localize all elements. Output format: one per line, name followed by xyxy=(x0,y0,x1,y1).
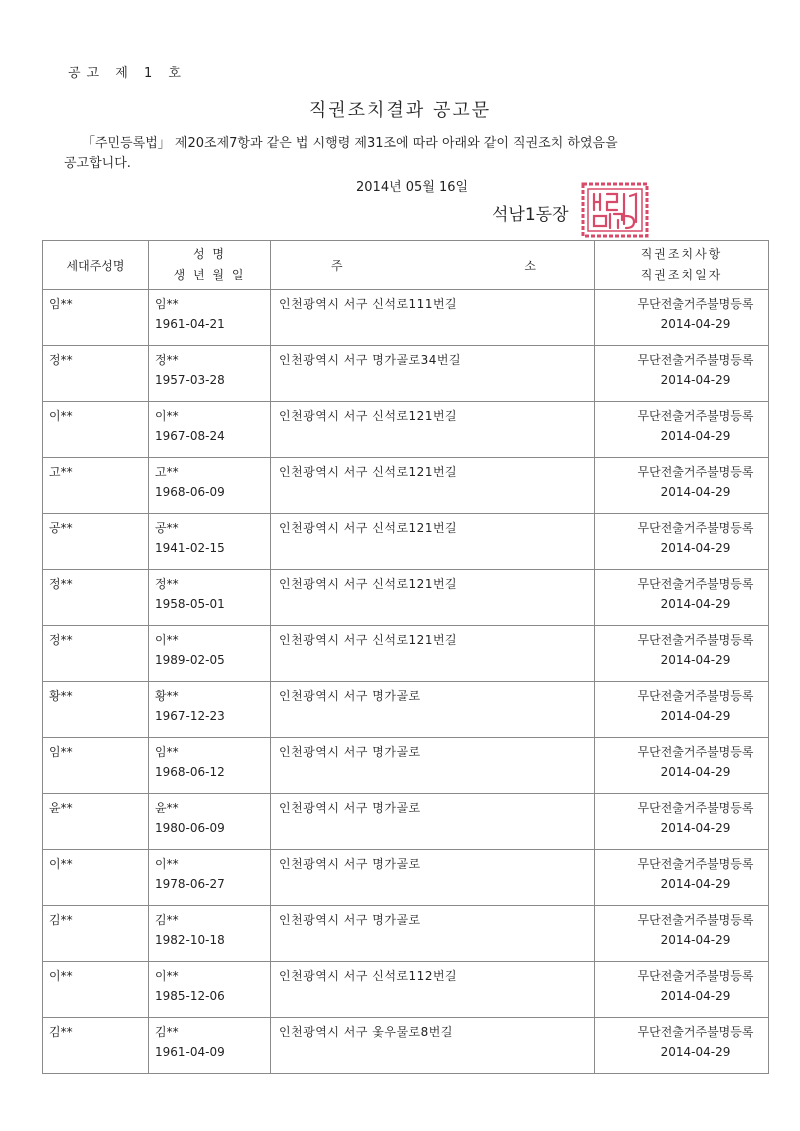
action-type: 무단전출거주불명등록 xyxy=(637,353,754,367)
birth-date: 1989-02-05 xyxy=(155,653,225,667)
householder-name: 임** xyxy=(49,297,73,311)
address: 인천광역시 서구 신석로111번길 xyxy=(279,297,458,311)
action-date: 2014-04-29 xyxy=(660,485,731,499)
intro-line-2: 공고합니다. xyxy=(64,156,131,171)
person-name: 황** xyxy=(155,689,179,703)
col-birth: 생 년 월 일 xyxy=(173,268,246,282)
page-title: 직권조치결과 공고문 xyxy=(308,100,492,121)
intro-line-1: 「주민등록법」 제20조제7항과 같은 법 시행령 제31조에 따라 아래와 같이 직권조치 하였음을 xyxy=(82,136,618,151)
action-date: 2014-04-29 xyxy=(660,373,731,387)
birth-date: 1967-08-24 xyxy=(155,429,225,443)
action-date: 2014-04-29 xyxy=(660,877,731,891)
action-date: 2014-04-29 xyxy=(660,933,731,947)
table-row xyxy=(43,850,769,906)
table-row xyxy=(43,402,769,458)
official-seal-icon xyxy=(577,180,653,240)
col-name: 성 명 xyxy=(193,247,226,261)
householder-name: 이** xyxy=(49,969,73,983)
birth-date: 1961-04-21 xyxy=(155,317,225,331)
person-name: 이** xyxy=(155,633,179,647)
householder-name: 정** xyxy=(49,633,73,647)
address: 인천광역시 서구 명가골로 xyxy=(279,801,421,815)
address: 인천광역시 서구 명가골로34번길 xyxy=(279,353,462,367)
col-name-birth xyxy=(149,241,271,290)
householder-name: 공** xyxy=(49,521,73,535)
householder-name: 김** xyxy=(49,913,73,927)
action-type: 무단전출거주불명등록 xyxy=(637,465,754,479)
table-row xyxy=(43,1018,769,1074)
action-date: 2014-04-29 xyxy=(660,1045,731,1059)
table-row xyxy=(43,346,769,402)
householder-name: 황** xyxy=(49,689,73,703)
address: 인천광역시 서구 명가골로 xyxy=(279,913,421,927)
address: 인천광역시 서구 신석로121번길 xyxy=(279,577,458,591)
householder-name: 고** xyxy=(49,465,73,479)
person-name: 김** xyxy=(155,1025,179,1039)
action-date: 2014-04-29 xyxy=(660,653,731,667)
person-name: 이** xyxy=(155,969,179,983)
address: 인천광역시 서구 명가골로 xyxy=(279,745,421,759)
address: 인천광역시 서구 명가골로 xyxy=(279,857,421,871)
householder-name: 이** xyxy=(49,857,73,871)
person-name: 윤** xyxy=(155,801,179,815)
person-name: 정** xyxy=(155,353,179,367)
person-name: 이** xyxy=(155,857,179,871)
table-row xyxy=(43,738,769,794)
address: 인천광역시 서구 신석로112번길 xyxy=(279,969,458,983)
person-name: 임** xyxy=(155,745,179,759)
action-date: 2014-04-29 xyxy=(660,821,731,835)
table-row xyxy=(43,514,769,570)
action-date: 2014-04-29 xyxy=(660,765,731,779)
col-householder: 세대주성명 xyxy=(43,241,149,290)
col-address-right: 소 xyxy=(524,258,536,273)
person-name: 공** xyxy=(155,521,179,535)
birth-date: 1941-02-15 xyxy=(155,541,225,555)
householder-name: 윤** xyxy=(49,801,73,815)
action-type: 무단전출거주불명등록 xyxy=(637,521,754,535)
action-table xyxy=(42,240,769,1074)
action-type: 무단전출거주불명등록 xyxy=(637,857,754,871)
birth-date: 1958-05-01 xyxy=(155,597,225,611)
birth-date: 1982-10-18 xyxy=(155,933,225,947)
action-type: 무단전출거주불명등록 xyxy=(637,577,754,591)
person-name: 고** xyxy=(155,465,179,479)
birth-date: 1968-06-12 xyxy=(155,765,225,779)
action-date: 2014-04-29 xyxy=(660,989,731,1003)
action-type: 무단전출거주불명등록 xyxy=(637,689,754,703)
col-address xyxy=(271,241,595,290)
table-row xyxy=(43,962,769,1018)
action-type: 무단전출거주불명등록 xyxy=(637,745,754,759)
address: 인천광역시 서구 신석로121번길 xyxy=(279,521,458,535)
address: 인천광역시 서구 신석로121번길 xyxy=(279,633,458,647)
table-row xyxy=(43,794,769,850)
birth-date: 1967-12-23 xyxy=(155,709,225,723)
notice-date: 2014년 05월 16일 xyxy=(356,180,469,195)
householder-name: 임** xyxy=(49,745,73,759)
col-action xyxy=(595,241,769,290)
person-name: 이** xyxy=(155,409,179,423)
notice-number: 공고 제 1 호 xyxy=(68,66,187,81)
action-type: 무단전출거주불명등록 xyxy=(637,297,754,311)
action-type: 무단전출거주불명등록 xyxy=(637,1025,754,1039)
table-row xyxy=(43,682,769,738)
action-date: 2014-04-29 xyxy=(660,429,731,443)
table-row xyxy=(43,458,769,514)
office-name: 석남1동장 xyxy=(492,205,569,225)
address: 인천광역시 서구 신석로121번길 xyxy=(279,409,458,423)
action-type: 무단전출거주불명등록 xyxy=(637,633,754,647)
col-action-type: 직권조치사항 xyxy=(640,247,723,261)
action-date: 2014-04-29 xyxy=(660,317,731,331)
col-action-date: 직권조치일자 xyxy=(640,268,723,282)
action-date: 2014-04-29 xyxy=(660,709,731,723)
birth-date: 1968-06-09 xyxy=(155,485,225,499)
table-row xyxy=(43,290,769,346)
householder-name: 김** xyxy=(49,1025,73,1039)
table-row xyxy=(43,570,769,626)
householder-name: 이** xyxy=(49,409,73,423)
person-name: 정** xyxy=(155,577,179,591)
intro-paragraph xyxy=(64,134,744,174)
action-type: 무단전출거주불명등록 xyxy=(637,913,754,927)
action-type: 무단전출거주불명등록 xyxy=(637,969,754,983)
person-name: 김** xyxy=(155,913,179,927)
birth-date: 1985-12-06 xyxy=(155,989,225,1003)
col-address-left: 주 xyxy=(331,258,343,273)
birth-date: 1957-03-28 xyxy=(155,373,225,387)
birth-date: 1980-06-09 xyxy=(155,821,225,835)
householder-name: 정** xyxy=(49,577,73,591)
action-date: 2014-04-29 xyxy=(660,597,731,611)
table-row xyxy=(43,626,769,682)
action-type: 무단전출거주불명등록 xyxy=(637,409,754,423)
action-date: 2014-04-29 xyxy=(660,541,731,555)
birth-date: 1961-04-09 xyxy=(155,1045,225,1059)
householder-name: 정** xyxy=(49,353,73,367)
address: 인천광역시 서구 신석로121번길 xyxy=(279,465,458,479)
table-header-row xyxy=(43,241,769,290)
address: 인천광역시 서구 명가골로 xyxy=(279,689,421,703)
table-row xyxy=(43,906,769,962)
action-type: 무단전출거주불명등록 xyxy=(637,801,754,815)
person-name: 임** xyxy=(155,297,179,311)
birth-date: 1978-06-27 xyxy=(155,877,225,891)
address: 인천광역시 서구 옻우물로8번길 xyxy=(279,1025,453,1039)
